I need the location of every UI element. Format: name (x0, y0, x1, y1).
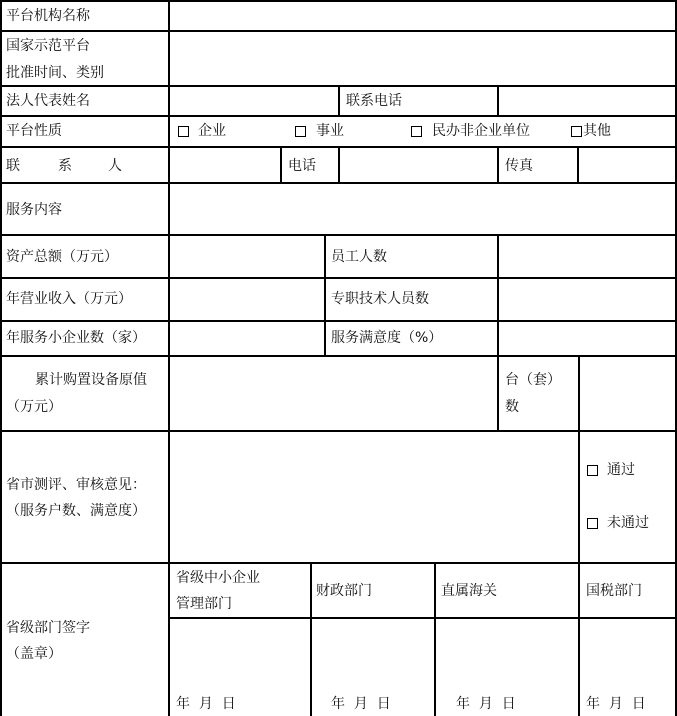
signature-label: 省级部门签字 (6, 620, 90, 636)
annual-revenue-field[interactable] (169, 278, 324, 320)
review-label-line2: （服务户数、满意度） (6, 503, 146, 519)
phone-label: 电话 (288, 158, 316, 174)
option-other-label: 其他 (583, 123, 611, 139)
contact-person-field[interactable] (169, 147, 280, 182)
platform-nature-label: 平台性质 (6, 123, 62, 139)
grid-line (280, 146, 282, 182)
dept-customs-label: 直属海关 (441, 583, 497, 599)
contact-person-label-2: 系 (58, 158, 72, 174)
service-content-label: 服务内容 (6, 202, 62, 218)
grid-line (324, 234, 326, 355)
tech-staff-field[interactable] (498, 278, 675, 320)
review-label: 省市测评、审核意见： (6, 477, 146, 493)
fax-label: 传真 (505, 158, 533, 174)
units-field[interactable] (579, 356, 675, 430)
equipment-value-label: 累计购置设备原值 (35, 372, 147, 388)
equipment-value-unit-label: （万元） (6, 399, 62, 415)
date-customs: 年 月 日 (456, 696, 516, 712)
dept-finance-label: 财政部门 (316, 583, 372, 599)
national-demo-label-line2: 批准时间、类别 (6, 65, 104, 81)
legal-rep-field[interactable] (169, 86, 338, 115)
signature-seal-label: （盖章） (6, 646, 62, 662)
satisfaction-label: 服务满意度（%） (331, 330, 443, 346)
review-opinion-field[interactable] (169, 431, 578, 562)
dept-tax-label: 国税部门 (586, 583, 642, 599)
total-assets-label: 资产总额（万元） (6, 249, 118, 265)
date-finance: 年 月 日 (331, 696, 391, 712)
annual-revenue-label: 年营业收入（万元） (6, 291, 132, 307)
total-assets-field[interactable] (169, 235, 324, 277)
option-passed-label: 通过 (607, 462, 635, 478)
units-label-line2: 数 (505, 399, 519, 415)
satisfaction-field[interactable] (498, 321, 675, 355)
checkbox-other[interactable] (571, 126, 582, 137)
dept-sme-label-line2: 管理部门 (176, 596, 232, 612)
dept-sme-label: 省级中小企业 (176, 570, 260, 586)
legal-rep-label: 法人代表姓名 (6, 93, 90, 109)
employees-label: 员工人数 (331, 249, 387, 265)
grid-line (497, 146, 499, 182)
units-label: 台（套） (505, 372, 561, 388)
contact-phone-label: 联系电话 (346, 93, 402, 109)
option-private-nonenterprise-label: 民办非企业单位 (432, 123, 530, 139)
checkbox-institution[interactable] (295, 126, 306, 137)
grid-line (0, 562, 676, 564)
grid-line (0, 0, 2, 716)
service-content-field[interactable] (169, 183, 675, 234)
platform-name-field[interactable] (169, 1, 675, 30)
national-demo-label: 国家示范平台 (6, 38, 90, 54)
platform-name-label: 平台机构名称 (6, 8, 90, 24)
option-enterprise-label: 企业 (198, 123, 226, 139)
date-tax: 年 月 日 (586, 696, 646, 712)
contact-person-label-1: 联 (6, 158, 20, 174)
grid-line (0, 115, 676, 117)
employees-field[interactable] (498, 235, 675, 277)
sme-served-field[interactable] (169, 321, 324, 355)
option-not-passed-label: 未通过 (607, 515, 649, 531)
checkbox-private-nonenterprise[interactable] (411, 126, 422, 137)
contact-phone-field[interactable] (498, 86, 675, 115)
phone-field[interactable] (339, 147, 497, 182)
equipment-value-field[interactable] (169, 356, 497, 430)
sme-served-label: 年服务小企业数（家） (6, 330, 146, 346)
contact-person-label-3: 人 (108, 158, 122, 174)
option-institution-label: 事业 (316, 123, 344, 139)
fax-field[interactable] (578, 147, 675, 182)
grid-line (338, 85, 340, 115)
national-demo-field[interactable] (169, 31, 675, 85)
date-sme: 年 月 日 (176, 696, 236, 712)
checkbox-not-passed[interactable] (587, 518, 598, 529)
tech-staff-label: 专职技术人员数 (331, 291, 429, 307)
checkbox-passed[interactable] (587, 465, 598, 476)
checkbox-enterprise[interactable] (178, 126, 189, 137)
grid-line (675, 0, 677, 716)
